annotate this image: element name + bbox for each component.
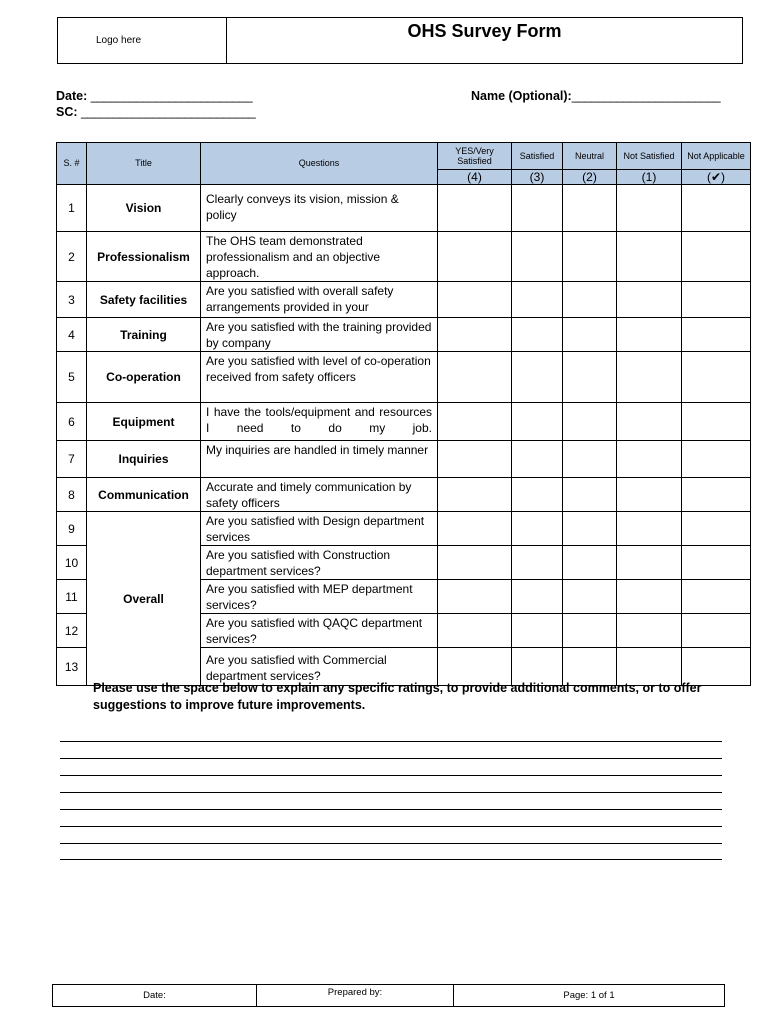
row-question: The OHS team demonstrated professionalism and an objective approach. [201,232,438,282]
row-title: Co-operation [87,352,201,403]
table-row [57,512,751,546]
rating-cell[interactable] [512,232,563,282]
date-label: Date: [56,89,88,103]
name-label: Name (Optional): [471,89,572,103]
row-title: Vision [87,185,201,232]
rating-cell[interactable] [438,580,512,614]
rating-cell[interactable] [563,580,617,614]
rating-cell[interactable] [563,614,617,648]
table-row [57,318,751,352]
rating-cell[interactable] [563,478,617,512]
footer-prepared-by: Prepared by: [257,985,454,1006]
row-question: Are you satisfied with QAQC department services? [201,614,438,648]
comment-line[interactable] [60,809,722,810]
row-number: 11 [57,580,87,614]
rating-cell[interactable] [512,512,563,546]
table-row [57,403,751,441]
comment-line[interactable] [60,792,722,793]
logo-placeholder [58,18,227,63]
page-footer [52,984,725,1007]
score-3: (3) [512,170,563,185]
name-line [471,89,720,103]
row-question: Are you satisfied with overall safety arrangements provided in your [201,282,438,318]
header-not-satisfied: Not Satisfied [617,143,682,170]
row-question: Accurate and timely communication by safety officers [201,478,438,512]
table-row [57,478,751,512]
rating-cell[interactable] [682,282,751,318]
rating-cell[interactable] [563,546,617,580]
rating-cell[interactable] [682,546,751,580]
rating-cell[interactable] [682,232,751,282]
header-satisfied: Satisfied [512,143,563,170]
row-number: 6 [57,403,87,441]
rating-cell[interactable] [438,403,512,441]
header-sn: S. # [57,143,87,185]
row-title: Communication [87,478,201,512]
row-question: Are you satisfied with Commercial department services? [201,648,438,686]
row-number: 3 [57,282,87,318]
rating-cell[interactable] [617,282,682,318]
row-number: 2 [57,232,87,282]
rating-cell[interactable] [563,185,617,232]
rating-cell[interactable] [617,318,682,352]
rating-cell[interactable] [563,232,617,282]
rating-cell[interactable] [512,352,563,403]
row-number: 5 [57,352,87,403]
logo-text: Logo here [96,35,142,46]
form-title: OHS Survey Form [407,21,562,41]
row-question: Are you satisfied with MEP department services? [201,580,438,614]
header-title: Title [87,143,201,185]
table-row [57,232,751,282]
comment-line[interactable] [60,741,722,742]
rating-cell[interactable] [617,403,682,441]
rating-cell[interactable] [438,478,512,512]
header-not-applicable: Not Applicable [682,143,751,170]
rating-cell[interactable] [512,185,563,232]
rating-cell[interactable] [563,403,617,441]
rating-cell[interactable] [617,580,682,614]
rating-cell[interactable] [682,403,751,441]
date-field[interactable]: _________________________ [90,89,253,103]
rating-cell[interactable] [512,318,563,352]
table-row [57,352,751,403]
sc-label: SC: [56,105,78,119]
row-title: Equipment [87,403,201,441]
rating-cell[interactable] [617,478,682,512]
rating-cell[interactable] [682,185,751,232]
comment-line[interactable] [60,826,722,827]
score-1: (1) [617,170,682,185]
rating-cell[interactable] [682,318,751,352]
footer-page-number: Page: 1 of 1 [563,990,615,1001]
rating-cell[interactable] [512,441,563,478]
row-number: 10 [57,546,87,580]
header-questions: Questions [201,143,438,185]
rating-cell[interactable] [682,614,751,648]
row-title-overall: Overall [87,512,201,686]
row-number: 4 [57,318,87,352]
rating-cell[interactable] [512,614,563,648]
rating-cell[interactable] [438,185,512,232]
row-title: Safety facilities [87,282,201,318]
footer-date: Date: [53,985,257,1006]
rating-cell[interactable] [512,580,563,614]
row-question: Are you satisfied with the training provided by company [201,318,438,352]
header-very-satisfied: YES/Very Satisfied [438,143,512,170]
row-number: 12 [57,614,87,648]
rating-cell[interactable] [512,478,563,512]
rating-cell[interactable] [512,282,563,318]
row-number: 13 [57,648,87,686]
rating-cell[interactable] [563,282,617,318]
row-question: Clearly conveys its vision, mission & policy [201,185,438,232]
rating-cell[interactable] [617,512,682,546]
table-row [57,441,751,478]
rating-cell[interactable] [682,478,751,512]
comment-line[interactable] [60,859,722,860]
row-number: 8 [57,478,87,512]
row-title: Training [87,318,201,352]
rating-cell[interactable] [438,352,512,403]
rating-cell[interactable] [438,318,512,352]
rating-cell[interactable] [682,441,751,478]
score-4: (4) [438,170,512,185]
table-row [57,282,751,318]
rating-cell[interactable] [438,512,512,546]
rating-cell[interactable] [512,403,563,441]
comment-line[interactable] [60,758,722,759]
comments-prompt: Please use the space below to explain any specific ratings, to provide additional comments, or to offer suggestions to improve future improvements. [93,681,702,712]
rating-cell[interactable] [617,614,682,648]
rating-cell[interactable] [617,546,682,580]
rating-cell[interactable] [563,318,617,352]
date-line [56,89,252,103]
rating-cell[interactable] [617,352,682,403]
rating-cell[interactable] [563,352,617,403]
rating-cell[interactable] [512,546,563,580]
table-row [57,185,751,232]
row-title: Inquiries [87,441,201,478]
rating-cell[interactable] [682,580,751,614]
rating-cell[interactable] [438,614,512,648]
sc-field[interactable]: ___________________________ [81,105,256,119]
comment-line[interactable] [60,775,722,776]
form-header [57,17,743,64]
row-number: 7 [57,441,87,478]
name-field[interactable]: _______________________ [571,89,721,103]
rating-cell[interactable] [438,282,512,318]
rating-cell[interactable] [682,352,751,403]
row-question: Are you satisfied with Construction department services? [201,546,438,580]
row-question: I have the tools/equipment and resources I need to do my job. [201,403,438,441]
comment-line[interactable] [60,843,722,844]
rating-cell[interactable] [617,441,682,478]
rating-cell[interactable] [617,185,682,232]
rating-cell[interactable] [617,232,682,282]
row-question: Are you satisfied with level of co-operation received from safety officers [201,352,438,403]
row-question: My inquiries are handled in timely manner [201,441,438,478]
rating-cell[interactable] [563,512,617,546]
row-title: Professionalism [87,232,201,282]
row-question: Are you satisfied with Design department services [201,512,438,546]
rating-cell[interactable] [438,441,512,478]
header-neutral: Neutral [563,143,617,170]
row-number: 9 [57,512,87,546]
rating-cell[interactable] [682,512,751,546]
rating-cell[interactable] [563,441,617,478]
rating-cell[interactable] [438,546,512,580]
row-number: 1 [57,185,87,232]
score-na: (✔) [682,170,751,185]
sc-line [56,105,255,119]
survey-table [56,142,751,686]
score-2: (2) [563,170,617,185]
rating-cell[interactable] [438,232,512,282]
